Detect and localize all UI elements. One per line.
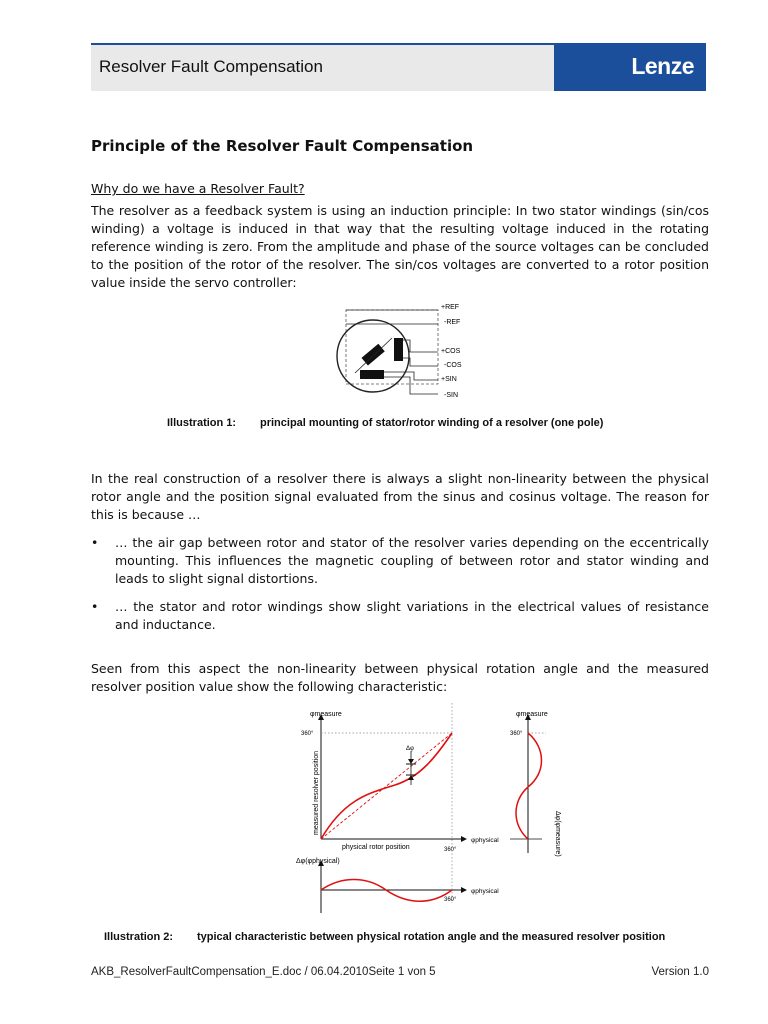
list-item [91, 534, 709, 588]
tick-label: 360° [510, 731, 523, 737]
list-item [91, 598, 709, 634]
side-axis-label: Δφ(φmeasure) [554, 811, 561, 857]
bullet-icon: • [91, 535, 99, 550]
terminal-label: -COS [444, 362, 462, 369]
terminal-label: +REF [441, 304, 460, 311]
lenze-logo [554, 45, 706, 91]
document-title: Resolver Fault Compensation [99, 57, 323, 76]
x-axis-label: physical rotor position [342, 844, 410, 851]
tick-label: 360° [301, 731, 314, 737]
list-item-text: … the air gap between rotor and stator of the resolver varies depending on the eccentrically mounting. This influences the magnetic coupling of between rotor and stator winding and leads to slight signal distortions. [115, 535, 709, 586]
cos-winding [394, 338, 403, 361]
bottom-y-title: Δφ(φphysical) [296, 858, 340, 865]
side-axis-title: φmeasure [516, 711, 548, 718]
sin-winding [360, 370, 384, 379]
caption-text: principal mounting of stator/rotor winding of a resolver (one pole) [260, 417, 604, 429]
terminal-label: -REF [444, 319, 461, 326]
logo-text: Lenze [631, 53, 694, 79]
characteristic-diagram [290, 703, 580, 918]
caption-text: typical characteristic between physical rotation angle and the measured resolver position [197, 931, 666, 943]
footer-version: Version 1.0 [651, 966, 709, 978]
construction-paragraph: In the real construction of a resolver there is always a slight non-linearity between the physical rotor angle and the position signal evaluated from the sinus and cosinus voltage. The reason for this is because … [91, 471, 709, 522]
illustration-2-caption [104, 931, 665, 943]
subsection-heading: Why do we have a Resolver Fault? [91, 181, 305, 196]
tick-label: 360° [444, 897, 457, 903]
section-heading: Principle of the Resolver Fault Compensation [91, 137, 474, 155]
intro-paragraph: The resolver as a feedback system is using an induction principle: In two stator windings (sin/cos winding) a voltage is induced in that way that the resulting voltage induced in the rotating reference winding is zero. From the amplitude and phase of the source voltages can be concluded to the position of the rotor of the resolver. The sin/cos voltages are converted to a rotor position value inside the servo controller: [91, 203, 709, 290]
reasons-list [91, 534, 709, 644]
caption-label: Illustration 2: [104, 931, 174, 943]
ideal-line [321, 733, 452, 839]
aspect-paragraph: Seen from this aspect the non-linearity between physical rotation angle and the measured resolver position value show the following characteristic: [91, 661, 709, 694]
footer-document-info: AKB_ResolverFaultCompensation_E.doc / 06.04.2010Seite 1 von 5 [91, 966, 436, 978]
terminal-label: -SIN [444, 392, 458, 399]
delta-label: Δφ [406, 746, 414, 752]
resolver-diagram [330, 300, 480, 402]
tick-label: 360° [444, 847, 457, 853]
bullet-icon: • [91, 599, 99, 614]
y-axis-title: φmeasure [310, 711, 342, 718]
housing-outline [346, 310, 438, 384]
terminal-label: +COS [441, 348, 461, 355]
terminal-label: +SIN [441, 376, 457, 383]
illustration-1-caption [167, 417, 603, 429]
x-axis-title: φphysical [471, 837, 499, 844]
list-item-text: … the stator and rotor windings show slight variations in the electrical values of resistance and inductance. [115, 599, 709, 632]
page-header [91, 43, 706, 91]
y-axis-label: measured resolver position [313, 750, 320, 835]
rotor-winding [361, 344, 384, 366]
side-error-curve [516, 733, 542, 839]
caption-label: Illustration 1: [167, 417, 237, 429]
bottom-x-title: φphysical [471, 888, 499, 895]
